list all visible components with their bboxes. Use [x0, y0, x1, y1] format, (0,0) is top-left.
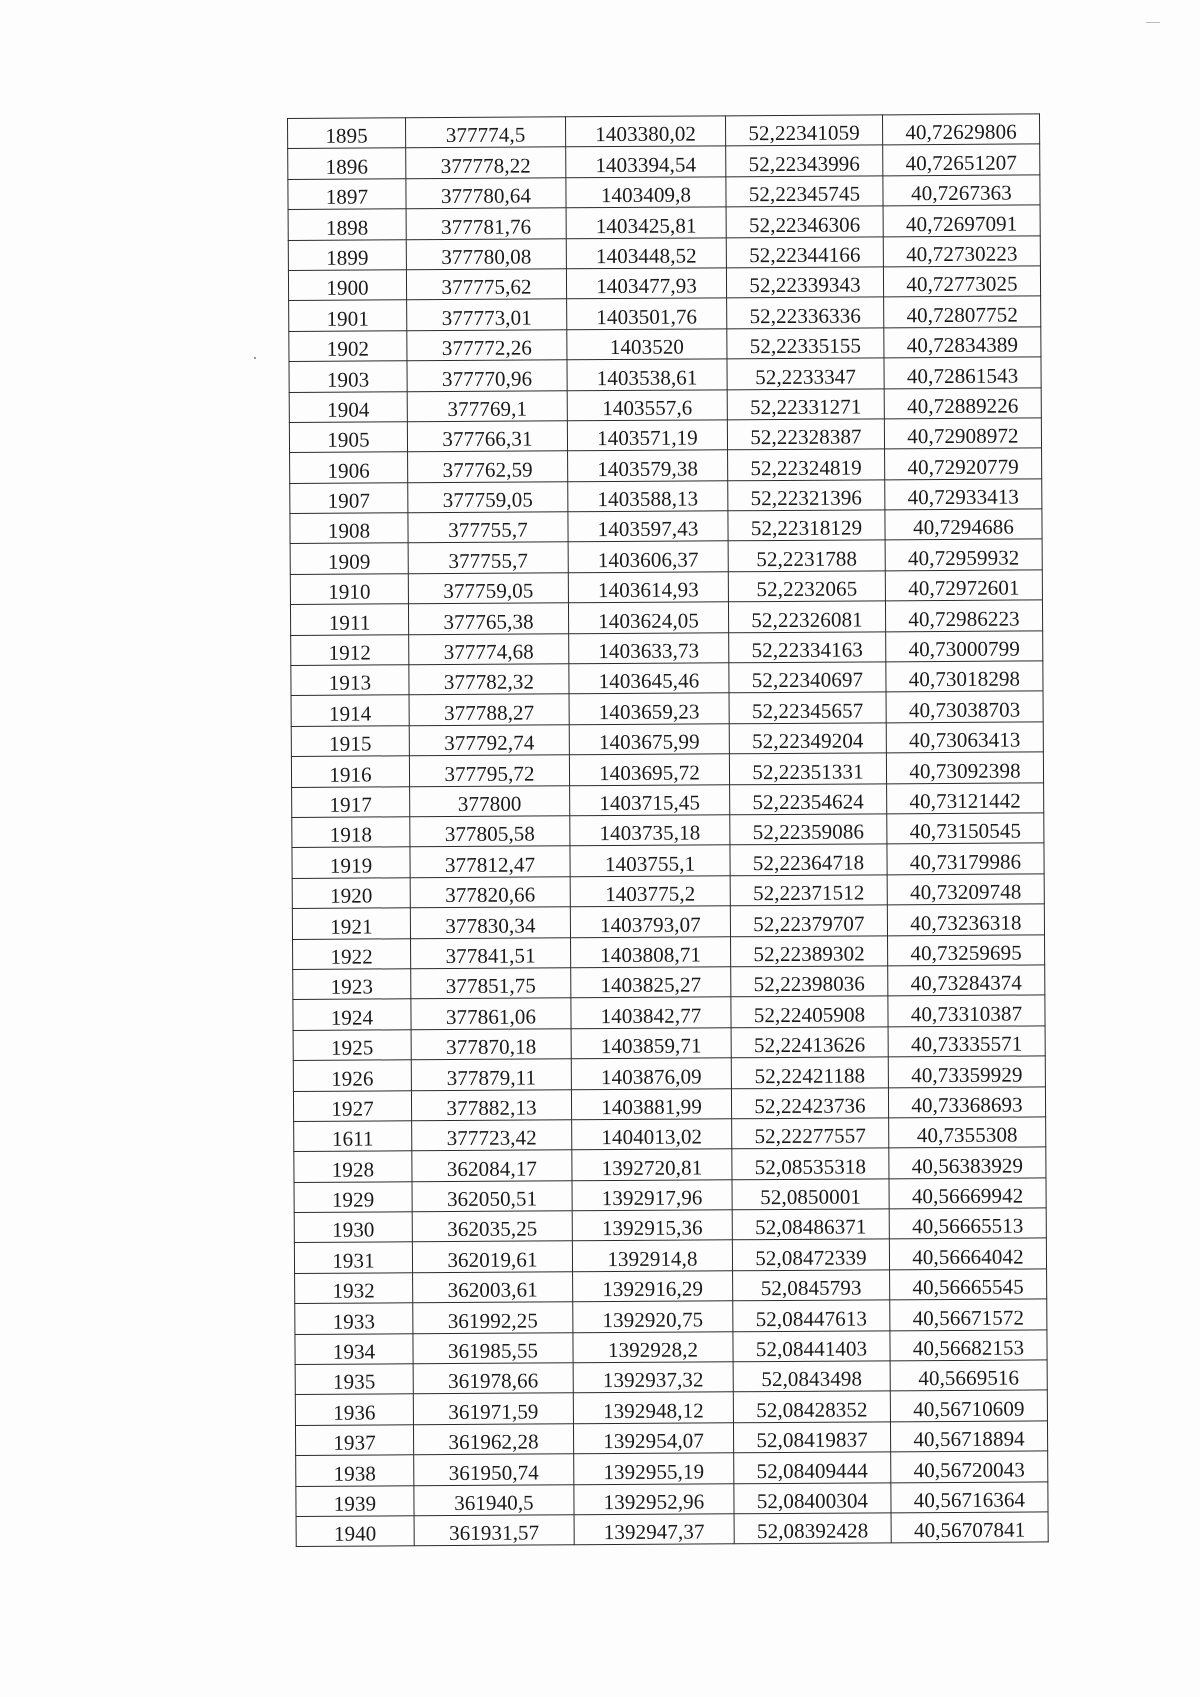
point-number-cell: 1933 [295, 1303, 413, 1334]
table-row [295, 1269, 1047, 1304]
point-number-cell: 1915 [291, 726, 409, 757]
table-row [294, 1208, 1046, 1243]
table-row [289, 357, 1041, 392]
x-coordinate-cell: 377766,31 [407, 421, 567, 452]
x-coordinate-cell: 377830,34 [410, 907, 570, 938]
y-coordinate-cell: 1403876,09 [571, 1058, 731, 1089]
point-number-cell: 1935 [295, 1364, 413, 1395]
point-number-cell: 1919 [292, 847, 410, 878]
latitude-cell: 52,22339343 [726, 267, 883, 298]
longitude-cell: 40,7294686 [885, 509, 1042, 540]
point-number-cell: 1895 [288, 118, 406, 149]
y-coordinate-cell: 1403380,02 [565, 116, 725, 147]
table-row [293, 1056, 1045, 1091]
table-row [289, 327, 1041, 362]
x-coordinate-cell: 361931,57 [414, 1515, 574, 1546]
y-coordinate-cell: 1392720,81 [572, 1149, 732, 1180]
latitude-cell: 52,22344166 [726, 236, 883, 267]
y-coordinate-cell: 1403735,18 [570, 815, 730, 846]
x-coordinate-cell: 377774,5 [406, 117, 566, 148]
latitude-cell: 52,08486371 [732, 1209, 889, 1240]
point-number-cell: 1898 [288, 209, 406, 240]
x-coordinate-cell: 377762,59 [408, 451, 568, 482]
x-coordinate-cell: 377812,47 [410, 846, 570, 877]
latitude-cell: 52,22346306 [726, 206, 883, 237]
longitude-cell: 40,72972601 [885, 570, 1042, 601]
longitude-cell: 40,73092398 [886, 752, 1043, 783]
latitude-cell: 52,22343996 [726, 145, 883, 176]
latitude-cell: 52,08392428 [734, 1513, 891, 1544]
latitude-cell: 52,08447613 [733, 1300, 890, 1331]
point-number-cell: 1897 [288, 179, 406, 210]
point-number-cell: 1934 [295, 1333, 413, 1364]
y-coordinate-cell: 1403808,71 [571, 936, 731, 967]
y-coordinate-cell: 1392914,8 [572, 1240, 732, 1271]
y-coordinate-cell: 1403614,93 [568, 572, 728, 603]
table-row [288, 205, 1040, 240]
x-coordinate-cell: 377851,75 [411, 968, 571, 999]
latitude-cell: 52,08535318 [732, 1148, 889, 1179]
latitude-cell: 52,22334163 [729, 631, 886, 662]
longitude-cell: 40,7355308 [889, 1117, 1046, 1148]
y-coordinate-cell: 1403881,99 [571, 1088, 731, 1119]
longitude-cell: 40,72697091 [883, 205, 1040, 236]
point-number-cell: 1910 [290, 574, 408, 605]
table-row [292, 813, 1044, 848]
y-coordinate-cell: 1403775,2 [570, 876, 730, 907]
y-coordinate-cell: 1403409,8 [566, 177, 726, 208]
x-coordinate-cell: 377772,26 [407, 330, 567, 361]
latitude-cell: 52,22354624 [730, 783, 887, 814]
table-row [290, 600, 1042, 635]
longitude-cell: 40,72889226 [884, 387, 1041, 418]
latitude-cell: 52,22345657 [729, 692, 886, 723]
table-row [290, 539, 1042, 574]
table-row [291, 752, 1043, 787]
coordinates-table-body [288, 114, 1049, 1547]
latitude-cell: 52,2232065 [728, 571, 885, 602]
y-coordinate-cell: 1392952,96 [574, 1483, 734, 1514]
table-row [291, 722, 1043, 757]
latitude-cell: 52,22359086 [730, 814, 887, 845]
table-row [296, 1451, 1048, 1486]
table-row [295, 1330, 1047, 1365]
table-row [289, 387, 1041, 422]
table-row [295, 1390, 1047, 1425]
point-number-cell: 1900 [288, 270, 406, 301]
longitude-cell: 40,73259695 [888, 934, 1045, 965]
point-number-cell: 1923 [293, 969, 411, 1000]
latitude-cell: 52,08472339 [732, 1239, 889, 1270]
latitude-cell: 52,08419837 [733, 1422, 890, 1453]
point-number-cell: 1906 [290, 452, 408, 483]
longitude-cell: 40,56664042 [889, 1238, 1046, 1269]
x-coordinate-cell: 377759,05 [408, 481, 568, 512]
latitude-cell: 52,0843498 [733, 1361, 890, 1392]
point-number-cell: 1611 [294, 1121, 412, 1152]
point-number-cell: 1907 [290, 482, 408, 513]
table-row [295, 1360, 1047, 1395]
point-number-cell: 1899 [288, 239, 406, 270]
table-row [292, 904, 1044, 939]
x-coordinate-cell: 362050,51 [412, 1180, 572, 1211]
longitude-cell: 40,72959932 [885, 539, 1042, 570]
point-number-cell: 1921 [292, 908, 410, 939]
table-row [288, 114, 1040, 149]
y-coordinate-cell: 1403520 [567, 329, 727, 360]
longitude-cell: 40,73179986 [887, 843, 1044, 874]
point-number-cell: 1914 [291, 695, 409, 726]
longitude-cell: 40,72651207 [883, 144, 1040, 175]
longitude-cell: 40,56710609 [890, 1390, 1047, 1421]
latitude-cell: 52,08428352 [733, 1391, 890, 1422]
y-coordinate-cell: 1403425,81 [566, 207, 726, 238]
x-coordinate-cell: 377778,22 [406, 147, 566, 178]
longitude-cell: 40,73335571 [888, 1026, 1045, 1057]
latitude-cell: 52,22364718 [730, 844, 887, 875]
y-coordinate-cell: 1403597,43 [568, 511, 728, 542]
x-coordinate-cell: 361962,28 [413, 1424, 573, 1455]
point-number-cell: 1939 [296, 1485, 414, 1516]
table-row [290, 479, 1042, 514]
longitude-cell: 40,72629806 [882, 114, 1039, 145]
latitude-cell: 52,22336336 [727, 297, 884, 328]
point-number-cell: 1913 [291, 665, 409, 696]
y-coordinate-cell: 1403675,99 [569, 724, 729, 755]
longitude-cell: 40,73121442 [887, 782, 1044, 813]
longitude-cell: 40,56682153 [890, 1330, 1047, 1361]
x-coordinate-cell: 377780,64 [406, 178, 566, 209]
longitude-cell: 40,56383929 [889, 1147, 1046, 1178]
x-coordinate-cell: 377879,11 [411, 1059, 571, 1090]
x-coordinate-cell: 377870,18 [411, 1029, 571, 1060]
latitude-cell: 52,22318129 [728, 510, 885, 541]
point-number-cell: 1940 [296, 1516, 414, 1547]
longitude-cell: 40,73038703 [886, 691, 1043, 722]
x-coordinate-cell: 361950,74 [414, 1454, 574, 1485]
longitude-cell: 40,56707841 [891, 1512, 1048, 1543]
longitude-cell: 40,72986223 [885, 600, 1042, 631]
longitude-cell: 40,73236318 [887, 904, 1044, 935]
latitude-cell: 52,2233347 [727, 358, 884, 389]
point-number-cell: 1896 [288, 148, 406, 179]
point-number-cell: 1920 [292, 878, 410, 909]
latitude-cell: 52,0850001 [732, 1179, 889, 1210]
table-row [290, 509, 1042, 544]
table-row [293, 1086, 1045, 1121]
coordinates-table [287, 113, 1049, 1547]
table-row [296, 1481, 1048, 1516]
point-number-cell: 1903 [289, 361, 407, 392]
longitude-cell: 40,5669516 [890, 1360, 1047, 1391]
x-coordinate-cell: 361940,5 [414, 1484, 574, 1515]
latitude-cell: 52,22345745 [726, 176, 883, 207]
point-number-cell: 1918 [292, 817, 410, 848]
y-coordinate-cell: 1403755,1 [570, 845, 730, 876]
table-row [296, 1512, 1048, 1547]
latitude-cell: 52,08441403 [733, 1330, 890, 1361]
longitude-cell: 40,56665513 [889, 1208, 1046, 1239]
y-coordinate-cell: 1403633,73 [569, 632, 729, 663]
table-row [293, 1026, 1045, 1061]
x-coordinate-cell: 377765,38 [408, 603, 568, 634]
y-coordinate-cell: 1403501,76 [567, 298, 727, 329]
latitude-cell: 52,22405908 [731, 996, 888, 1027]
latitude-cell: 52,08400304 [734, 1482, 891, 1513]
latitude-cell: 52,22351331 [729, 753, 886, 784]
point-number-cell: 1930 [294, 1212, 412, 1243]
point-number-cell: 1916 [291, 756, 409, 787]
longitude-cell: 40,73150545 [887, 813, 1044, 844]
latitude-cell: 52,22421188 [731, 1057, 888, 1088]
x-coordinate-cell: 377775,62 [406, 269, 566, 300]
latitude-cell: 52,22331271 [727, 388, 884, 419]
longitude-cell: 40,73209748 [887, 874, 1044, 905]
table-row [290, 570, 1042, 605]
table-row [295, 1421, 1047, 1456]
longitude-cell: 40,73000799 [886, 631, 1043, 662]
x-coordinate-cell: 362084,17 [412, 1150, 572, 1181]
x-coordinate-cell: 377782,32 [409, 664, 569, 695]
point-number-cell: 1912 [291, 634, 409, 665]
y-coordinate-cell: 1403579,38 [568, 450, 728, 481]
y-coordinate-cell: 1403859,71 [571, 1028, 731, 1059]
x-coordinate-cell: 361978,66 [413, 1363, 573, 1394]
longitude-cell: 40,72908972 [884, 418, 1041, 449]
x-coordinate-cell: 377841,51 [411, 937, 571, 968]
x-coordinate-cell: 362003,61 [413, 1272, 573, 1303]
table-row [288, 175, 1040, 210]
point-number-cell: 1929 [294, 1181, 412, 1212]
x-coordinate-cell: 377795,72 [409, 755, 569, 786]
point-number-cell: 1908 [290, 513, 408, 544]
x-coordinate-cell: 361985,55 [413, 1332, 573, 1363]
scan-line [1146, 22, 1160, 23]
table-row [292, 874, 1044, 909]
longitude-cell: 40,72730223 [883, 235, 1040, 266]
latitude-cell: 52,22423736 [731, 1087, 888, 1118]
x-coordinate-cell: 361992,25 [413, 1302, 573, 1333]
latitude-cell: 52,22321396 [728, 480, 885, 511]
y-coordinate-cell: 1392948,12 [573, 1392, 733, 1423]
y-coordinate-cell: 1392917,96 [572, 1179, 732, 1210]
longitude-cell: 40,56720043 [891, 1451, 1048, 1482]
y-coordinate-cell: 1403557,6 [567, 389, 727, 420]
x-coordinate-cell: 377769,1 [407, 390, 567, 421]
longitude-cell: 40,56671572 [890, 1299, 1047, 1330]
x-coordinate-cell: 377780,08 [406, 238, 566, 269]
x-coordinate-cell: 377805,58 [410, 816, 570, 847]
y-coordinate-cell: 1392954,07 [573, 1423, 733, 1454]
longitude-cell: 40,72773025 [883, 266, 1040, 297]
x-coordinate-cell: 377882,13 [411, 1089, 571, 1120]
table-row [291, 631, 1043, 666]
table-row [292, 782, 1044, 817]
longitude-cell: 40,73063413 [886, 722, 1043, 753]
point-number-cell: 1917 [292, 786, 410, 817]
x-coordinate-cell: 362019,61 [412, 1241, 572, 1272]
y-coordinate-cell: 1403588,13 [568, 481, 728, 512]
longitude-cell: 40,72920779 [885, 448, 1042, 479]
x-coordinate-cell: 377755,7 [408, 512, 568, 543]
point-number-cell: 1927 [293, 1090, 411, 1121]
longitude-cell: 40,56718894 [890, 1421, 1047, 1452]
longitude-cell: 40,72807752 [884, 296, 1041, 327]
latitude-cell: 52,22371512 [730, 875, 887, 906]
x-coordinate-cell: 377723,42 [412, 1120, 572, 1151]
table-row [294, 1178, 1046, 1213]
y-coordinate-cell: 1403538,61 [567, 359, 727, 390]
longitude-cell: 40,73368693 [888, 1086, 1045, 1117]
y-coordinate-cell: 1403715,45 [570, 784, 730, 815]
longitude-cell: 40,73284374 [888, 965, 1045, 996]
y-coordinate-cell: 1403825,27 [571, 967, 731, 998]
table-row [288, 235, 1040, 270]
latitude-cell: 52,22324819 [728, 449, 885, 480]
longitude-cell: 40,73359929 [888, 1056, 1045, 1087]
point-number-cell: 1925 [293, 1029, 411, 1060]
table-row [289, 296, 1041, 331]
point-number-cell: 1904 [289, 391, 407, 422]
table-row [292, 843, 1044, 878]
table-row [291, 691, 1043, 726]
table-row [289, 418, 1041, 453]
latitude-cell: 52,08409444 [734, 1452, 891, 1483]
latitude-cell: 52,22389302 [731, 935, 888, 966]
latitude-cell: 52,22340697 [729, 662, 886, 693]
y-coordinate-cell: 1404013,02 [572, 1119, 732, 1150]
table-row [290, 448, 1042, 483]
table-row [288, 144, 1040, 179]
y-coordinate-cell: 1403793,07 [570, 906, 730, 937]
y-coordinate-cell: 1392937,32 [573, 1362, 733, 1393]
latitude-cell: 52,22341059 [725, 115, 882, 146]
y-coordinate-cell: 1403695,72 [569, 754, 729, 785]
point-number-cell: 1909 [290, 543, 408, 574]
longitude-cell: 40,73310387 [888, 995, 1045, 1026]
longitude-cell: 40,72933413 [885, 479, 1042, 510]
latitude-cell: 52,22413626 [731, 1027, 888, 1058]
y-coordinate-cell: 1403842,77 [571, 997, 731, 1028]
y-coordinate-cell: 1392928,2 [573, 1331, 733, 1362]
x-coordinate-cell: 361971,59 [413, 1393, 573, 1424]
point-number-cell: 1902 [289, 331, 407, 362]
latitude-cell: 52,22328387 [727, 419, 884, 450]
y-coordinate-cell: 1403571,19 [567, 420, 727, 451]
y-coordinate-cell: 1403448,52 [566, 237, 726, 268]
latitude-cell: 52,22335155 [727, 328, 884, 359]
x-coordinate-cell: 377781,76 [406, 208, 566, 239]
y-coordinate-cell: 1392916,29 [573, 1271, 733, 1302]
point-number-cell: 1928 [294, 1151, 412, 1182]
y-coordinate-cell: 1403477,93 [566, 268, 726, 299]
y-coordinate-cell: 1403606,37 [568, 541, 728, 572]
y-coordinate-cell: 1392920,75 [573, 1301, 733, 1332]
y-coordinate-cell: 1403645,46 [569, 663, 729, 694]
y-coordinate-cell: 1392955,19 [574, 1453, 734, 1484]
latitude-cell: 52,22277557 [732, 1118, 889, 1149]
x-coordinate-cell: 377861,06 [411, 998, 571, 1029]
longitude-cell: 40,56669942 [889, 1178, 1046, 1209]
longitude-cell: 40,56716364 [891, 1481, 1048, 1512]
point-number-cell: 1938 [296, 1455, 414, 1486]
x-coordinate-cell: 377773,01 [407, 299, 567, 330]
point-number-cell: 1911 [290, 604, 408, 635]
latitude-cell: 52,2231788 [728, 540, 885, 571]
x-coordinate-cell: 362035,25 [412, 1211, 572, 1242]
point-number-cell: 1936 [295, 1394, 413, 1425]
point-number-cell: 1926 [293, 1060, 411, 1091]
point-number-cell: 1924 [293, 999, 411, 1030]
x-coordinate-cell: 377770,96 [407, 360, 567, 391]
y-coordinate-cell: 1403394,54 [566, 146, 726, 177]
x-coordinate-cell: 377800 [410, 785, 570, 816]
point-number-cell: 1905 [289, 422, 407, 453]
table-row [294, 1238, 1046, 1273]
scan-speck [254, 357, 256, 359]
y-coordinate-cell: 1403659,23 [569, 693, 729, 724]
point-number-cell: 1932 [295, 1273, 413, 1304]
table-row [288, 266, 1040, 301]
y-coordinate-cell: 1392947,37 [574, 1514, 734, 1545]
x-coordinate-cell: 377792,74 [409, 725, 569, 756]
y-coordinate-cell: 1392915,36 [572, 1210, 732, 1241]
table-row [293, 995, 1045, 1030]
longitude-cell: 40,7267363 [883, 175, 1040, 206]
longitude-cell: 40,73018298 [886, 661, 1043, 692]
latitude-cell: 52,22349204 [729, 723, 886, 754]
latitude-cell: 52,22326081 [728, 601, 885, 632]
table-row [293, 934, 1045, 969]
table-row [291, 661, 1043, 696]
x-coordinate-cell: 377820,66 [410, 877, 570, 908]
latitude-cell: 52,22379707 [730, 905, 887, 936]
table-row [295, 1299, 1047, 1334]
table-row [294, 1147, 1046, 1182]
longitude-cell: 40,72834389 [884, 327, 1041, 358]
longitude-cell: 40,56665545 [890, 1269, 1047, 1300]
table-row [294, 1117, 1046, 1152]
x-coordinate-cell: 377788,27 [409, 694, 569, 725]
table-row [293, 965, 1045, 1000]
x-coordinate-cell: 377759,05 [408, 573, 568, 604]
y-coordinate-cell: 1403624,05 [568, 602, 728, 633]
point-number-cell: 1901 [289, 300, 407, 331]
longitude-cell: 40,72861543 [884, 357, 1041, 388]
latitude-cell: 52,0845793 [733, 1270, 890, 1301]
x-coordinate-cell: 377774,68 [409, 633, 569, 664]
point-number-cell: 1922 [293, 938, 411, 969]
x-coordinate-cell: 377755,7 [408, 542, 568, 573]
latitude-cell: 52,22398036 [731, 966, 888, 997]
point-number-cell: 1931 [294, 1242, 412, 1273]
point-number-cell: 1937 [295, 1425, 413, 1456]
